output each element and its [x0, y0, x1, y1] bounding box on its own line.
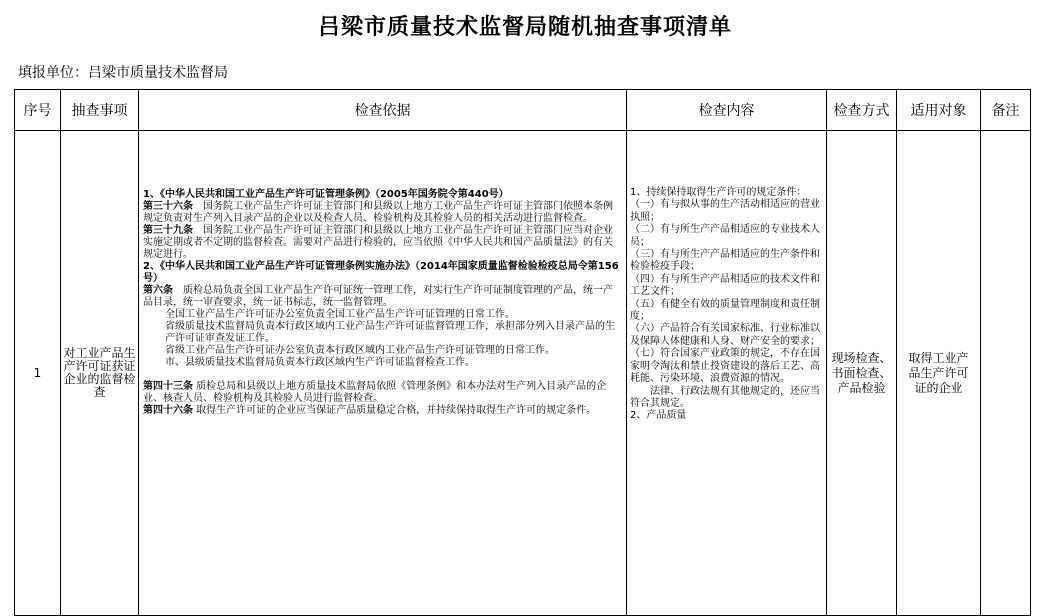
article-text: 质检总局和县级以上地方质量技术监督局依照《管理条例》和本办法对生产列入目录产品的企业、核查人员、检验机构及其检验人员进行监督检查。 [143, 381, 607, 404]
document-title: 吕梁市质量技术监督局随机抽查事项清单 [317, 14, 732, 40]
table-row [15, 131, 1031, 616]
content-item: 2、产品质量 [630, 410, 687, 422]
basis-paragraph: 省级工业产品生产许可证办公室负责本行政区域内工业产品生产许可证管理的日常工作。 [165, 345, 555, 356]
content-item: （七）符合国家产业政策的规定，不存在国家明令淘汰和禁止投资建设的落后工艺、高耗能、污染环境、浪费资源的情况。 [630, 348, 820, 385]
cell-seq: 1 [15, 131, 61, 616]
cell-content [627, 131, 827, 616]
basis-section-1-title: 1、《中华人民共和国工业产品生产许可证管理条例》（2005年国务院令第440号） [143, 189, 509, 200]
basis-article-6 [143, 285, 622, 309]
basis-article-39 [143, 225, 622, 261]
header-item: 抽查事项 [61, 90, 139, 131]
header-content: 检查内容 [627, 90, 827, 131]
cell-target: 取得工业产品生产许可证的企业 [897, 131, 981, 616]
article-head: 第三十六条 [143, 201, 193, 212]
basis-paragraph: 省级质量技术监督局负责本行政区域内工业产品生产许可证监督管理工作，承担部分列入目录产品的生产许可证审查发证工作。 [165, 321, 615, 344]
table-header-row [15, 90, 1031, 131]
header-target: 适用对象 [897, 90, 981, 131]
article-head: 第六条 [143, 285, 173, 296]
content-item: （一）有与拟从事的生产活动相适应的营业执照； [630, 199, 820, 223]
basis-paragraph: 市、县级质量技术监督局负责本行政区域内生产许可证监督检查工作。 [165, 357, 475, 368]
cell-note [981, 131, 1031, 616]
content-item: （四）有与所生产产品相适应的技术文件和工艺文件； [630, 273, 820, 298]
header-method: 检查方式 [827, 90, 897, 131]
header-note: 备注 [981, 90, 1031, 131]
basis-paragraph: 全国工业产品生产许可证办公室负责全国工业产品生产许可证管理的日常工作。 [165, 309, 515, 320]
filing-unit [18, 62, 228, 82]
content-item: （六）产品符合有关国家标准、行业标准以及保障人体健康和人身、财产安全的要求； [630, 323, 820, 347]
header-seq: 序号 [15, 90, 61, 131]
article-head: 第三十九条 [143, 225, 193, 236]
article-head: 第四十三条 [143, 381, 193, 392]
paragraph-gap [143, 369, 622, 381]
basis-section-2-title: 2、《中华人民共和国工业产品生产许可证管理条例实施办法》（2014年国家质量监督检验检疫总局令第156号） [143, 261, 619, 284]
cell-basis [139, 131, 627, 616]
filing-unit-value: 吕梁市质量技术监督局 [88, 65, 228, 81]
header-basis: 检查依据 [139, 90, 627, 131]
article-text: 质检总局负责全国工业产品生产许可证统一管理工作，对实行生产许可证制度管理的产品，统一产品目录，统一审查要求，统一证书标志，统一监督管理。 [143, 285, 613, 308]
article-text: 国务院工业产品生产许可证主管部门和县级以上地方工业产品生产许可证主管部门依照本条例规定负责对生产列入目录产品的企业以及检查人员、检验机构及其检验人员的相关活动进行监督检查。 [143, 201, 613, 224]
content-item: （二）有与所生产产品相适应的专业技术人员； [630, 224, 820, 248]
basis-article-43 [143, 381, 622, 405]
content-item: （五）有健全有效的质量管理制度和责任制度； [630, 298, 820, 323]
inspection-table [14, 89, 1031, 616]
cell-item: 对工业产品生产许可证获证企业的监督检查 [61, 131, 139, 616]
basis-article-46 [143, 405, 622, 417]
content-item: （三）有与所生产产品相适应的生产条件和检验检疫手段； [630, 249, 820, 273]
article-head: 第四十六条 [143, 405, 193, 416]
article-text: 取得生产许可证的企业应当保证产品质量稳定合格，并持续保持取得生产许可的规定条件。 [193, 405, 597, 416]
filing-unit-label: 填报单位： [18, 65, 88, 81]
article-text: 国务院工业产品生产许可证主管部门和县级以上地方工业产品生产许可证主管部门应当对企业实施定期或者不定期的监督检查。需要对产品进行检验的，应当依照《中华人民共和国产品质量法》的有关规定进行。 [143, 225, 613, 260]
content-item: 1、持续保持取得生产许可的规定条件： [630, 187, 807, 198]
cell-method: 现场检查、书面检查、产品检验 [827, 131, 897, 616]
basis-article-36 [143, 201, 622, 225]
content-item: 法律、行政法规有其他规定的，还应当符合其规定。 [630, 385, 820, 409]
